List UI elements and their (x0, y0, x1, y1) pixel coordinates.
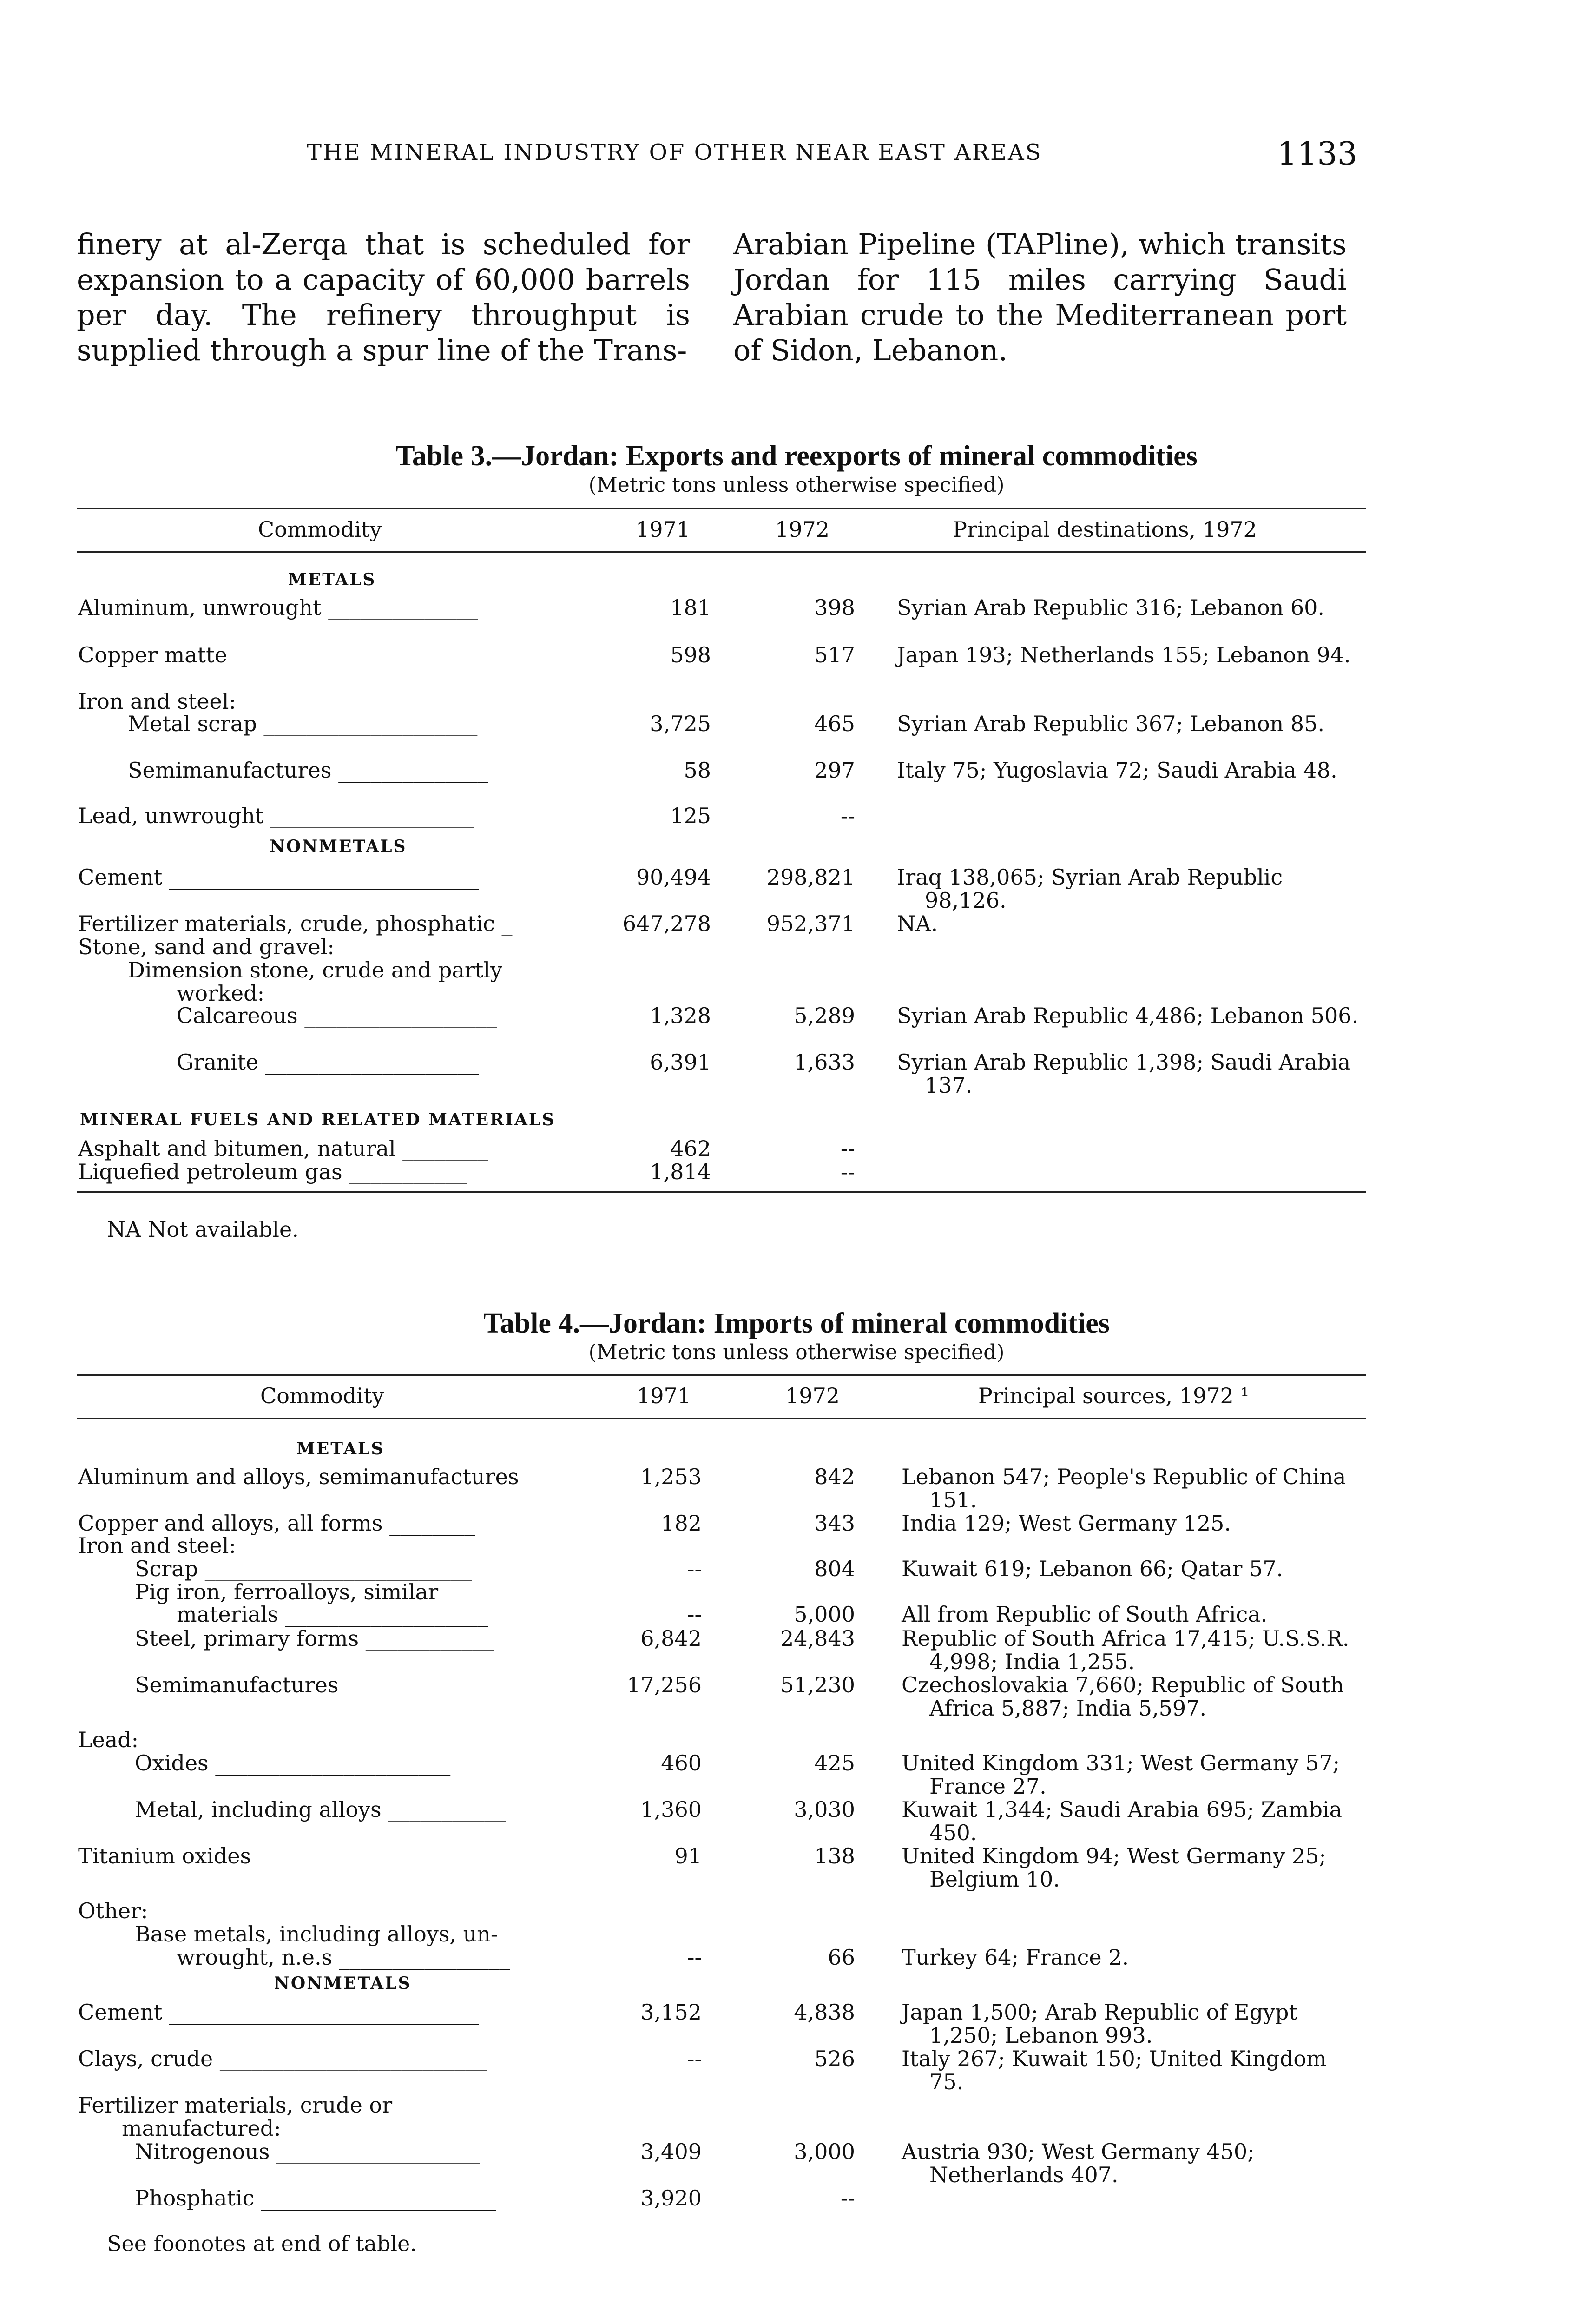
row-label: Cement _____________________________ (78, 2000, 479, 2025)
row-1971: 1,253 (640, 1464, 702, 1489)
page-number: 1133 (1277, 136, 1358, 172)
row-1971: 3,920 (640, 2185, 702, 2211)
table4-header-sources: Principal sources, 1972 ¹ (978, 1383, 1249, 1408)
row-sources: Lebanon 547; People's Republic of China 151. (902, 1464, 1346, 1512)
row-1972: 5,000 (794, 1602, 855, 1627)
row-label: Liquefied petroleum gas ___________ (78, 1159, 467, 1184)
row-1972: 138 (814, 1843, 855, 1868)
table-row (0, 1004, 1593, 1032)
row-label: Lead: (78, 1727, 139, 1752)
row-1972: 517 (814, 642, 855, 667)
table-row (0, 1464, 1593, 1512)
row-label: Copper matte _______________________ (78, 642, 480, 667)
row-label: Semimanufactures ______________ (135, 1672, 495, 1697)
row-1972: 1,633 (794, 1050, 855, 1075)
row-label: wrought, n.e.s ________________ (177, 1945, 510, 1970)
row-sources: Kuwait 1,344; Saudi Arabia 695; Zambia 450. (902, 1797, 1343, 1845)
table-row (0, 1050, 1593, 1098)
body-text-left: finery at al-Zerqa that is scheduled for expansion to a capacity of 60,000 barrels per day. The refinery throughput is supplied through a spur line of the Trans- (77, 227, 690, 367)
table4-section-metals: METALS (296, 1439, 385, 1459)
row-1972: -- (840, 1159, 855, 1184)
row-label: Aluminum, unwrought ______________ (78, 595, 478, 620)
table-row (0, 1797, 1593, 1845)
row-1972: 526 (814, 2046, 855, 2071)
table-row (0, 1946, 1593, 1974)
table4-header-1971: 1971 (637, 1383, 691, 1408)
row-sources: Italy 267; Kuwait 150; United Kingdom 75. (902, 2046, 1327, 2094)
row-1972: 343 (814, 1511, 855, 1536)
row-1971: 58 (684, 758, 711, 783)
table3-subtitle: (Metric tons unless otherwise specified) (588, 473, 1005, 497)
row-1971: -- (687, 1602, 702, 1627)
table-row (0, 2046, 1593, 2094)
row-1971: 181 (670, 595, 711, 620)
row-label: Pig iron, ferroalloys, similar (135, 1579, 439, 1604)
row-label: Clays, crude _________________________ (78, 2046, 487, 2071)
row-label: Fertilizer materials, crude or (78, 2093, 393, 2118)
row-label: Scrap _________________________ (135, 1556, 472, 1581)
table-row (0, 1160, 1593, 1188)
row-label: Stone, sand and gravel: (78, 934, 335, 959)
row-1971: 647,278 (622, 911, 711, 936)
row-1972: 297 (814, 758, 855, 783)
table4-footnote: See foonotes at end of table. (107, 2231, 417, 2256)
row-1972: 842 (814, 1464, 855, 1489)
row-1971: 598 (670, 642, 711, 667)
row-label: Lead, unwrought ___________________ (78, 803, 474, 828)
row-1972: -- (840, 803, 855, 828)
row-1972: 298,821 (766, 865, 855, 890)
row-1972: 398 (814, 595, 855, 620)
table3-title: Table 3.—Jordan: Exports and reexports of mineral commodities (395, 440, 1198, 472)
row-label: Titanium oxides ___________________ (78, 1843, 461, 1868)
row-1971: 91 (674, 1843, 702, 1868)
row-destinations: Japan 193; Netherlands 155; Lebanon 94. (897, 642, 1351, 667)
row-1972: 425 (814, 1750, 855, 1776)
row-label: worked: (177, 981, 265, 1006)
row-label: Nitrogenous ___________________ (135, 2139, 480, 2164)
table-row (0, 1843, 1593, 1892)
table3-header-destinations: Principal destinations, 1972 (953, 517, 1257, 542)
row-destinations: Italy 75; Yugoslavia 72; Saudi Arabia 48. (897, 758, 1337, 783)
row-1971: 182 (661, 1511, 702, 1536)
table3-header-1971: 1971 (636, 517, 691, 542)
row-1971: -- (687, 2046, 702, 2071)
table-row (0, 1672, 1593, 1721)
table-row (0, 1750, 1593, 1799)
table3-top-rule (77, 508, 1366, 509)
table4-top-rule (77, 1374, 1366, 1376)
row-1972: -- (840, 2185, 855, 2211)
table-row (0, 712, 1593, 740)
row-sources: Austria 930; West Germany 450; Netherlands 407. (902, 2139, 1255, 2187)
body-text-right: Arabian Pipeline (TAPline), which transits Jordan for 115 miles carrying Saudi Arabian crude to the Mediterranean port of Sidon, Lebanon. (733, 227, 1347, 367)
row-sources: Turkey 64; France 2. (902, 1945, 1129, 1970)
table4-header-commodity: Commodity (260, 1383, 384, 1408)
row-label: Metal scrap ____________________ (128, 711, 478, 736)
row-1971: 6,842 (640, 1626, 702, 1651)
table3-section-metals: METALS (288, 570, 376, 589)
table-row (0, 2139, 1593, 2187)
row-1971: 3,152 (640, 2000, 702, 2025)
row-label: Aluminum and alloys, semimanufactures (78, 1464, 519, 1489)
table-row (0, 865, 1593, 913)
row-label: Base metals, including alloys, un- (135, 1921, 498, 1947)
table4-subtitle: (Metric tons unless otherwise specified) (588, 1340, 1005, 1364)
table-row (0, 2000, 1593, 2048)
row-label: Other: (78, 1898, 148, 1923)
table4-section-nonmetals: NONMETALS (274, 1974, 412, 1993)
row-label: Iron and steel: (78, 689, 236, 714)
row-1972: 465 (814, 711, 855, 736)
row-1971: -- (687, 1556, 702, 1581)
row-sources: United Kingdom 94; West Germany 25; Belgium 10. (902, 1843, 1326, 1892)
table3-section-fuels: MINERAL FUELS AND RELATED MATERIALS (80, 1110, 556, 1129)
row-label: Granite ____________________ (177, 1050, 479, 1075)
row-1972: 51,230 (780, 1672, 855, 1697)
row-label: Oxides ______________________ (135, 1750, 451, 1776)
row-label: Iron and steel: (78, 1533, 236, 1558)
row-1971: 125 (670, 803, 711, 828)
row-1972: -- (840, 1136, 855, 1161)
table4-header-1972: 1972 (785, 1383, 840, 1408)
row-1972: 3,000 (794, 2139, 855, 2164)
row-1971: 462 (670, 1136, 711, 1161)
row-1972: 66 (828, 1945, 855, 1970)
row-sources: Japan 1,500; Arab Republic of Egypt 1,250; Lebanon 993. (902, 2000, 1297, 2048)
row-1971: 3,725 (650, 711, 711, 736)
table3-header-rule (77, 551, 1366, 553)
row-1971: -- (687, 1945, 702, 1970)
row-1971: 90,494 (636, 865, 711, 890)
row-destinations: Syrian Arab Republic 4,486; Lebanon 506. (897, 1003, 1359, 1028)
row-1971: 1,814 (650, 1159, 711, 1184)
row-destinations: Syrian Arab Republic 316; Lebanon 60. (897, 595, 1325, 620)
row-1972: 3,030 (794, 1797, 855, 1822)
row-1972: 4,838 (794, 2000, 855, 2025)
table4-title: Table 4.—Jordan: Imports of mineral commodities (483, 1307, 1110, 1339)
running-head: THE MINERAL INDUSTRY OF OTHER NEAR EAST AREAS (307, 139, 1042, 165)
row-label: Steel, primary forms ____________ (135, 1626, 494, 1651)
row-label: Copper and alloys, all forms ________ (78, 1511, 475, 1536)
row-1972: 24,843 (780, 1626, 855, 1651)
table-row (0, 2186, 1593, 2214)
row-destinations: NA. (897, 911, 938, 936)
row-label: Fertilizer materials, crude, phosphatic _ (78, 911, 513, 936)
row-label: Asphalt and bitumen, natural ________ (78, 1136, 488, 1161)
row-1971: 1,360 (640, 1797, 702, 1822)
table3-header-1972: 1972 (775, 517, 830, 542)
row-label: Phosphatic ______________________ (135, 2185, 496, 2211)
row-label: materials ___________________ (177, 1602, 488, 1627)
row-1972: 952,371 (766, 911, 855, 936)
table-row (0, 1626, 1593, 1674)
row-label: Calcareous __________________ (177, 1003, 497, 1028)
row-1972: 804 (814, 1556, 855, 1581)
row-1971: 6,391 (650, 1050, 711, 1075)
row-sources: Kuwait 619; Lebanon 66; Qatar 57. (902, 1556, 1284, 1581)
table3-footnote: NA Not available. (107, 1217, 299, 1242)
table3-section-nonmetals: NONMETALS (270, 837, 407, 856)
table-row (0, 596, 1593, 624)
row-1971: 1,328 (650, 1003, 711, 1028)
row-1972: 5,289 (794, 1003, 855, 1028)
row-label: manufactured: (122, 2116, 281, 2141)
table3-bottom-rule (77, 1191, 1366, 1193)
table4-header-rule (77, 1418, 1366, 1419)
row-destinations: Iraq 138,065; Syrian Arab Republic 98,126. (897, 865, 1283, 913)
row-sources: Republic of South Africa 17,415; U.S.S.R. 4,998; India 1,255. (902, 1626, 1349, 1674)
row-destinations: Syrian Arab Republic 367; Lebanon 85. (897, 711, 1325, 736)
row-sources: India 129; West Germany 125. (902, 1511, 1231, 1536)
row-sources: All from Republic of South Africa. (902, 1602, 1268, 1627)
row-label: Metal, including alloys ___________ (135, 1797, 506, 1822)
row-destinations: Syrian Arab Republic 1,398; Saudi Arabia 137. (897, 1050, 1351, 1098)
table3-header-commodity: Commodity (258, 517, 382, 542)
table-row (0, 759, 1593, 786)
table-row (0, 804, 1593, 832)
row-sources: United Kingdom 331; West Germany 57; France 27. (902, 1750, 1340, 1799)
row-sources: Czechoslovakia 7,660; Republic of South Africa 5,887; India 5,597. (902, 1672, 1344, 1721)
row-1971: 17,256 (627, 1672, 702, 1697)
table-row (0, 643, 1593, 671)
row-label: Semimanufactures ______________ (128, 758, 488, 783)
row-1971: 460 (661, 1750, 702, 1776)
row-label: Dimension stone, crude and partly (128, 957, 503, 983)
row-label: Cement _____________________________ (78, 865, 479, 890)
row-1971: 3,409 (640, 2139, 702, 2164)
